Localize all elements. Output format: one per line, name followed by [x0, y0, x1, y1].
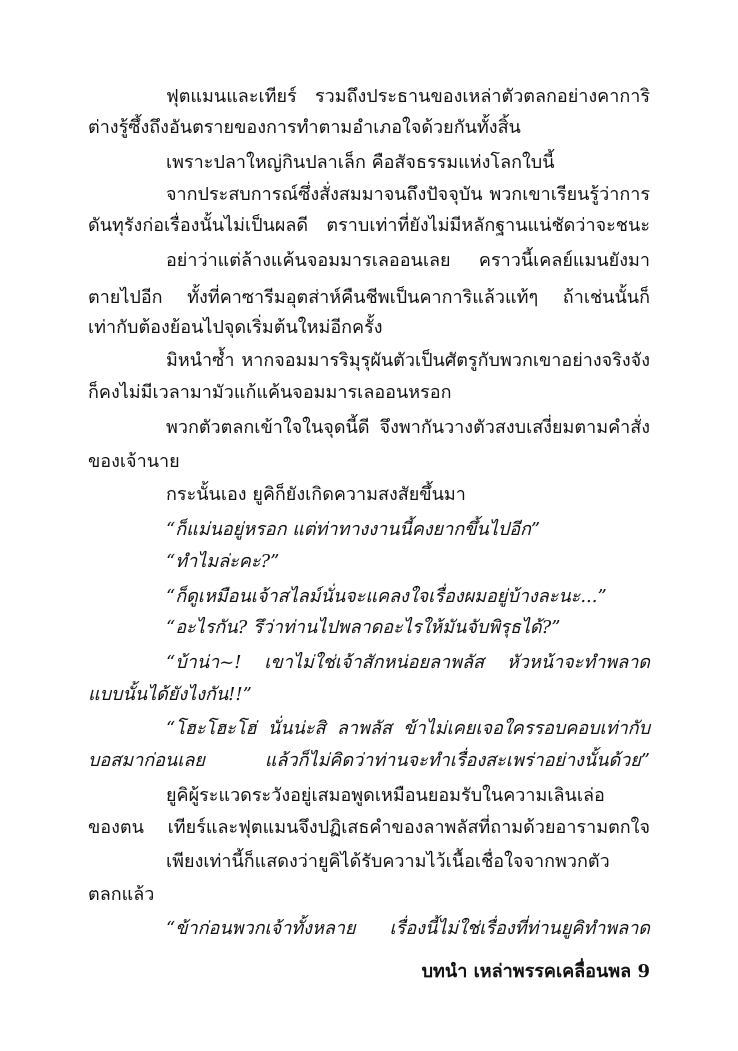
dialogue-line: “บ้าน่า~! เขาไม่ใช่เจ้าสักหน่อยลาพลัส หัวหน้าจะทำพลาด — [166, 652, 650, 673]
dialogue-line: “ก็ดูเหมือนเจ้าสไลม์นั่นจะแคลงใจเรื่องผมอยู่บ้างละนะ...” — [166, 586, 607, 607]
paragraph-line: อย่าว่าแต่ล้างแค้นจอมมารเลออนเลย คราวนี้เคลย์แมนยังมา — [166, 250, 650, 271]
paragraph-line: เท่ากับต้องย้อนไปจุดเริ่มต้นใหม่อีกครั้ง — [88, 317, 383, 338]
paragraph-line: กระนั้นเอง ยูคิก็ยังเกิดความสงสัยขึ้นมา — [166, 484, 466, 505]
paragraph-line: เพราะปลาใหญ่กินปลาเล็ก คือสัจธรรมแห่งโลกใบนี้ — [166, 152, 555, 173]
paragraph-line: ต่างรู้ซึ้งถึงอันตรายของการทำตามอำเภอใจด้วยกันทั้งสิ้น — [88, 117, 521, 138]
paragraph-line: ของตน เทียร์และฟุตแมนจึงปฏิเสธคำของลาพลัสที่ถามด้วยอารามตกใจ — [88, 817, 650, 838]
paragraph-line: ยูคิผู้ระแวดระวังอยู่เสมอพูดเหมือนยอมรับในความเลินเล่อ — [166, 785, 605, 806]
paragraph-line: ดันทุรังก่อเรื่องนั้นไม่เป็นผลดี ตราบเท่าที่ยังไม่มีหลักฐานแน่ชัดว่าจะชนะ — [88, 215, 650, 236]
dialogue-line: “ทำไมล่ะคะ?” — [166, 551, 280, 572]
paragraph-line: ตายไปอีก ทั้งที่คาซารีมอุตส่าห์คืนชีพเป็นคาการิแล้วแท้ๆ ถ้าเช่นนั้นก็ — [88, 287, 650, 308]
paragraph-line: จากประสบการณ์ซึ่งสั่งสมมาจนถึงปัจจุบัน พวกเขาเรียนรู้ว่าการ — [166, 184, 650, 205]
dialogue-line: “อะไรกัน? รึว่าท่านไปพลาดอะไรให้มันจับพิรุธได้?” — [166, 617, 561, 638]
paragraph-line: ตลกแล้ว — [88, 884, 155, 905]
dialogue-line: “ข้าก่อนพวกเจ้าทั้งหลาย เรื่องนี้ไม่ใช่เรื่องที่ท่านยูคิทำพลาด — [166, 918, 650, 939]
dialogue-line: “ก็แม่นอยู่หรอก แต่ท่าทางงานนี้คงยากขึ้นไปอีก” — [166, 519, 541, 540]
dialogue-line: แบบนั้นได้ยังไงกัน!!” — [88, 684, 252, 705]
paragraph-line: ของเจ้านาย — [88, 451, 180, 472]
dialogue-line: “โฮะโฮะโฮ่ นั่นน่ะสิ ลาพลัส ข้าไม่เคยเจอใครรอบคอบเท่ากับ — [166, 718, 650, 739]
paragraph-line: พวกตัวตลกเข้าใจในจุดนี้ดี จึงพากันวางตัวสงบเสงี่ยมตามคำสั่ง — [166, 417, 650, 438]
page-footer: บทนำ เหล่าพรรคเคลื่อนพล 9 — [421, 961, 650, 982]
dialogue-line: บอสมาก่อนเลย แล้วก็ไม่คิดว่าท่านจะทำเรื่องสะเพร่าอย่างนั้นด้วย” — [88, 750, 650, 771]
paragraph-line: ฟุตแมนและเทียร์ รวมถึงประธานของเหล่าตัวตลกอย่างคาการิ — [166, 86, 650, 107]
paragraph-line: ก็คงไม่มีเวลามามัวแก้แค้นจอมมารเลออนหรอก — [88, 382, 452, 403]
paragraph-line: มิหนำซ้ำ หากจอมมารริมุรุผันตัวเป็นศัตรูกับพวกเขาอย่างจริงจัง — [166, 350, 650, 371]
paragraph-line: เพียงเท่านี้ก็แสดงว่ายูคิได้รับความไว้เนื้อเชื่อใจจากพวกตัว — [166, 851, 610, 872]
